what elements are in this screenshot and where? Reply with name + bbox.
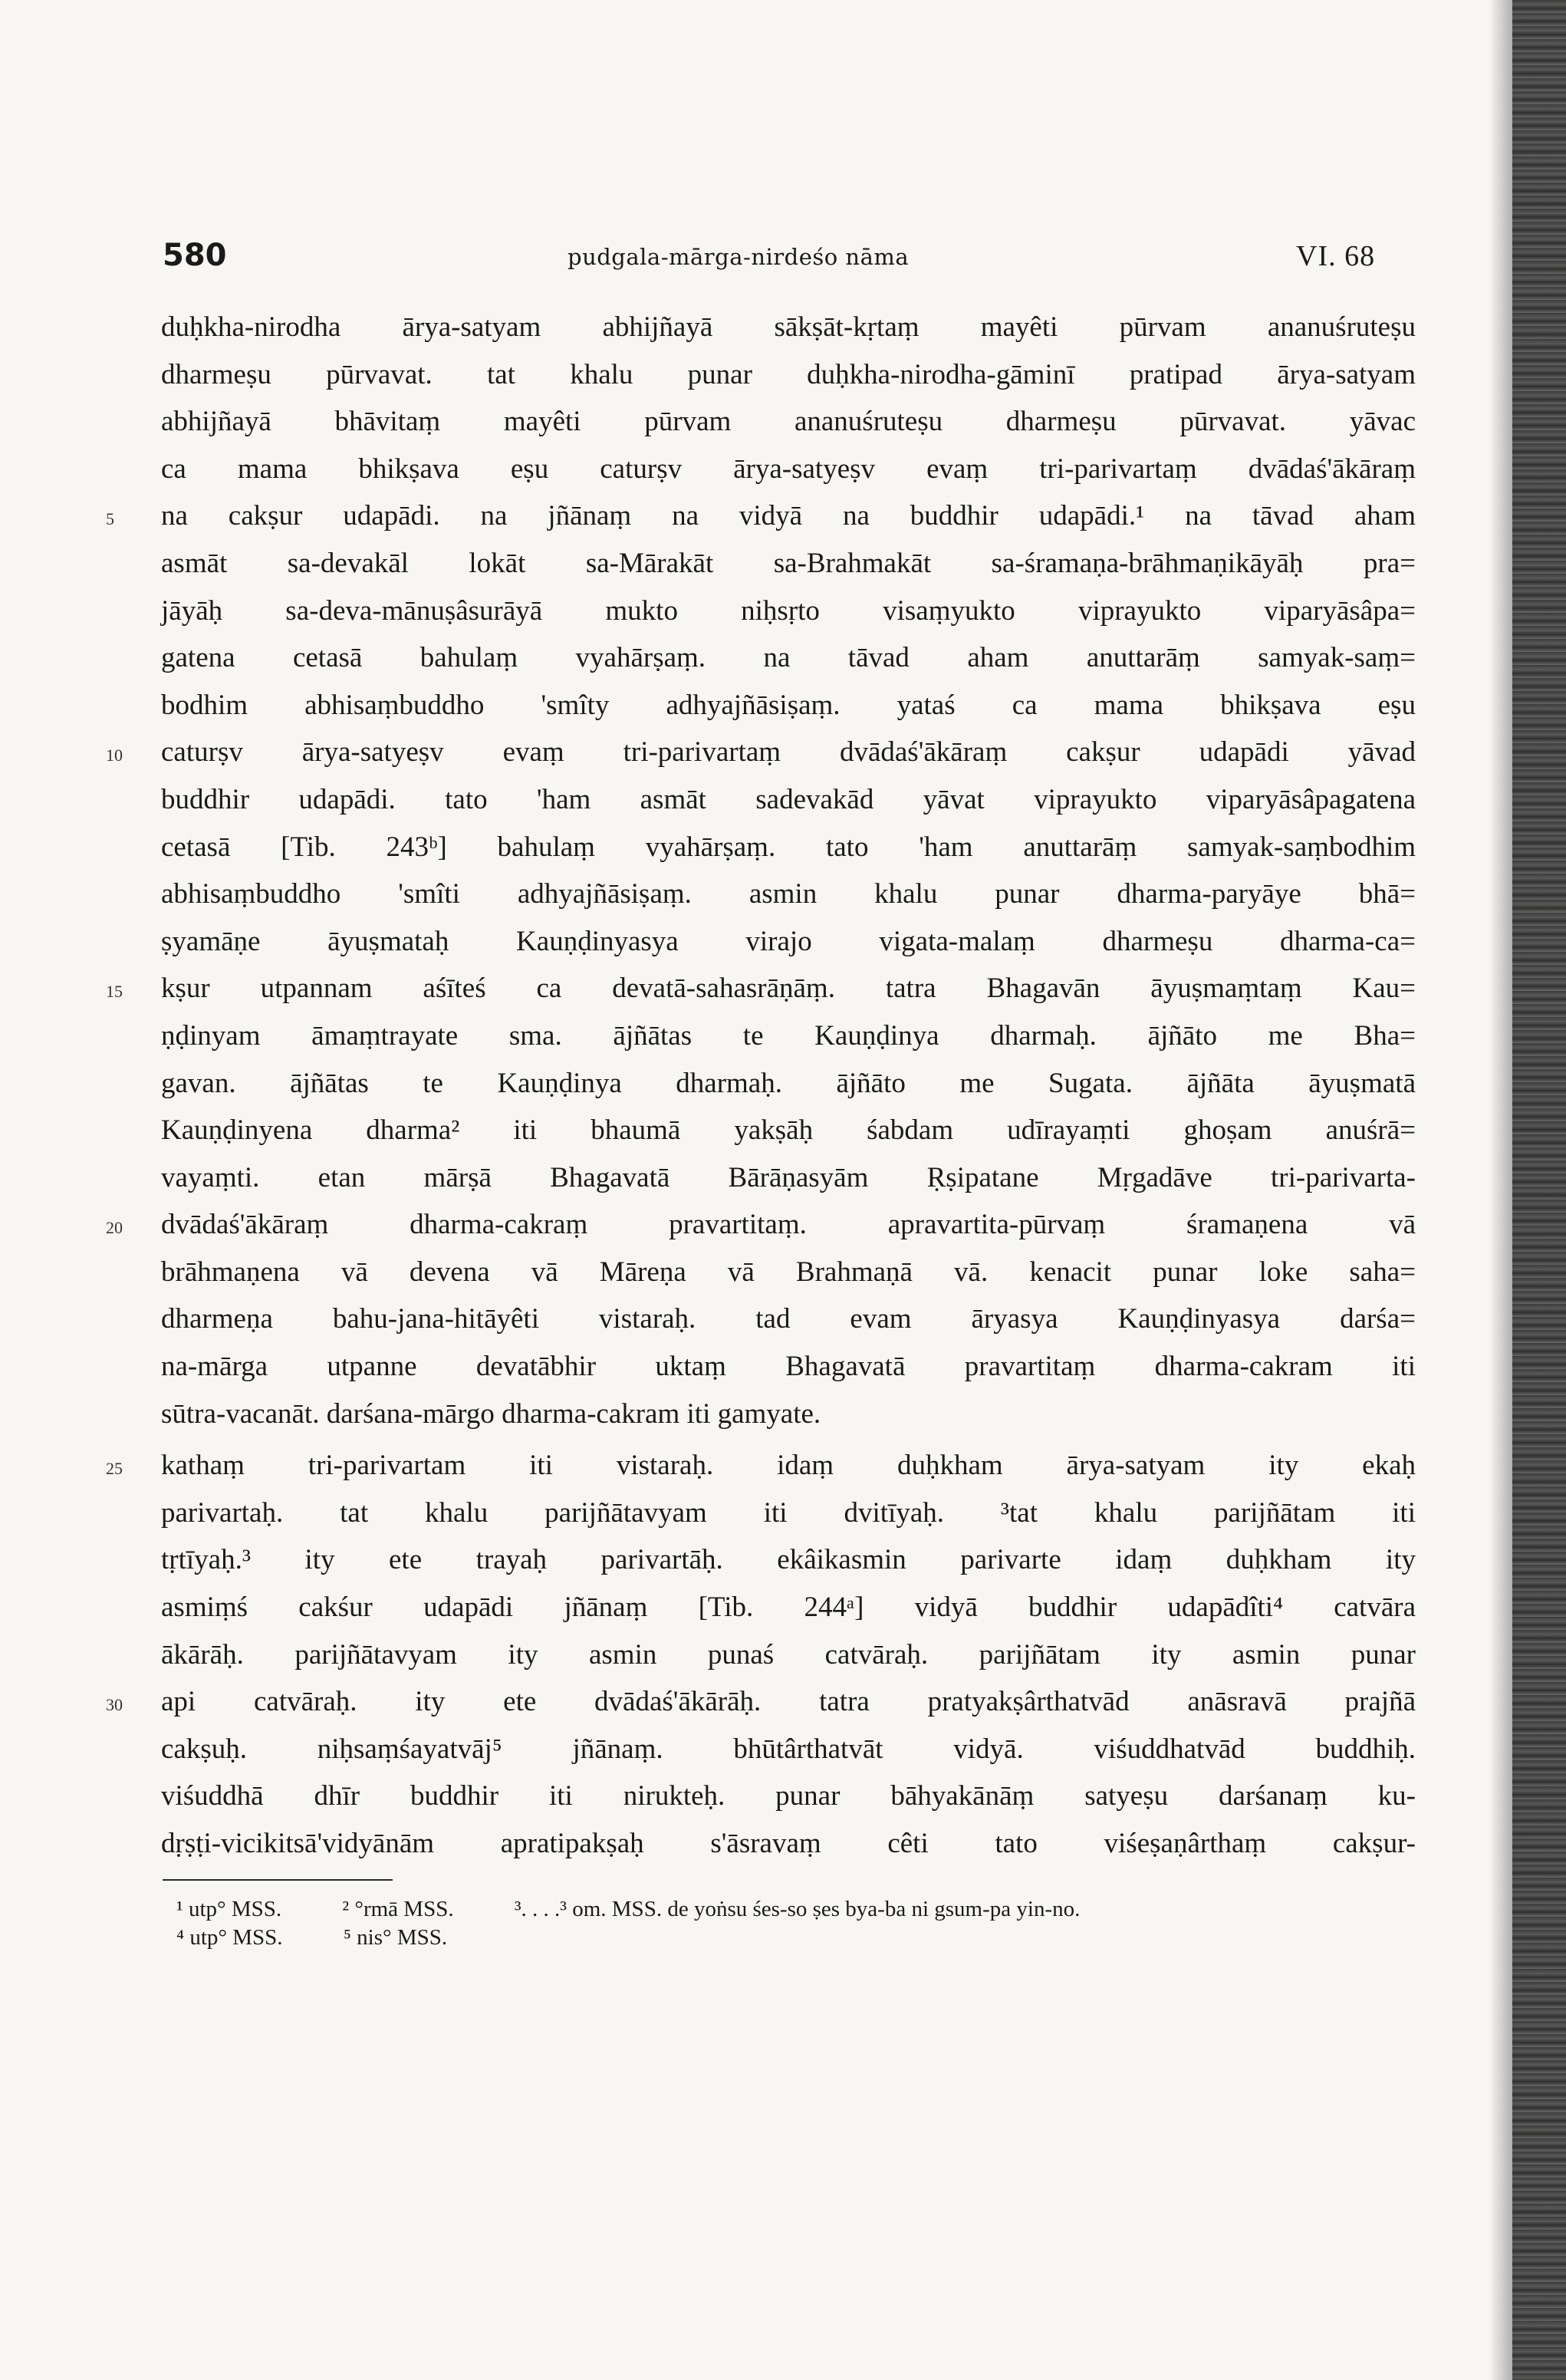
text-line [161, 304, 1416, 351]
line-text: brāhmaṇena vā devena vā Māreṇa vā Brahmaṇā vā. kenacit punar loke saha= [161, 1256, 1416, 1288]
main-text [106, 304, 1416, 1868]
text-line [161, 540, 1416, 588]
line-number: 5 [106, 509, 114, 529]
footnotes-row-1 [176, 1897, 1135, 1922]
line-text: viśuddhā dhīr buddhir iti nirukteḥ. punar bāhyakānāṃ satyeṣu darśanaṃ ku- [161, 1780, 1416, 1812]
line-number: 15 [106, 982, 123, 1002]
line-text: asmāt sa-devakāl lokāt sa-Mārakāt sa-Brahmakāt sa-śramaṇa-brāhmaṇikāyāḥ pra= [161, 547, 1416, 579]
line-text: sūtra-vacanāt. darśana-mārgo dharma-cakram iti gamyate. [161, 1397, 821, 1430]
line-text: gavan. ājñātas te Kauṇḍinya dharmaḥ. ājñāto me Sugata. ājñāta āyuṣmatā [161, 1067, 1416, 1099]
text-line [161, 1295, 1416, 1343]
line-text: na cakṣur udapādi. na jñānaṃ na vidyā na buddhir udapādi.¹ na tāvad aham [161, 500, 1416, 532]
line-number: 20 [106, 1218, 123, 1238]
line-number: 25 [106, 1459, 123, 1479]
text-line [106, 965, 1416, 1012]
line-text: vayaṃti. etan mārṣā Bhagavatā Bārāṇasyām Ṛṣipatane Mṛgadāve tri-parivarta- [161, 1161, 1416, 1193]
text-line [106, 729, 1416, 776]
text-line [161, 776, 1416, 824]
line-number: 10 [106, 746, 123, 765]
text-line [161, 1584, 1416, 1631]
text-line [161, 1107, 1416, 1154]
text-line [161, 1773, 1416, 1820]
line-text: abhisaṃbuddho 'smîti adhyajñāsiṣaṃ. asmin khalu punar dharma-paryāye bhā= [161, 878, 1416, 910]
text-line [161, 351, 1416, 399]
text-line [161, 1391, 1416, 1438]
line-text: caturṣv ārya-satyeṣv evaṃ tri-parivartaṃ dvādaś'ākāraṃ cakṣur udapādi yāvad [161, 736, 1416, 769]
text-line [161, 1490, 1416, 1537]
line-text: ṇḍinyam āmaṃtrayate sma. ājñātas te Kauṇḍinya dharmaḥ. ājñāto me Bha= [161, 1019, 1416, 1052]
text-line [161, 682, 1416, 729]
text-line [161, 1726, 1416, 1773]
text-line [161, 1012, 1416, 1060]
line-text: dharmeṇa bahu-jana-hitāyêti vistaraḥ. tad evam āryasya Kauṇḍinyasya darśa= [161, 1303, 1416, 1335]
line-text: abhijñayā bhāvitaṃ mayêti pūrvam ananuśruteṣu dharmeṣu pūrvavat. yāvac [161, 406, 1416, 438]
section-reference: VI. 68 [1296, 240, 1376, 272]
line-text: dṛṣṭi-vicikitsā'vidyānām apratipakṣaḥ s'āsravaṃ cêti tato viśeṣaṇârthaṃ cakṣur- [161, 1828, 1416, 1859]
line-text: kathaṃ tri-parivartam iti vistaraḥ. idaṃ duḥkham ārya-satyam ity ekaḥ [161, 1450, 1416, 1482]
line-text: cakṣuḥ. niḥsaṃśayatvāj⁵ jñānaṃ. bhūtârthatvāt vidyā. viśuddhatvād buddhiḥ. [161, 1733, 1416, 1765]
line-text: Kauṇḍinyena dharma² iti bhaumā yakṣāḥ śabdam udīrayaṃti ghoṣam anuśrā= [161, 1114, 1416, 1147]
line-text: parivartaḥ. tat khalu parijñātavyam iti dvitīyaḥ. ³tat khalu parijñātam iti [161, 1496, 1416, 1529]
line-text: ṣyamāṇe āyuṣmataḥ Kauṇḍinyasya virajo vigata-malaṃ dharmeṣu dharma-ca= [161, 925, 1416, 957]
text-line [161, 588, 1416, 635]
footnote-4: ⁴ utp° MSS. [176, 1925, 283, 1950]
line-text: na-mārga utpanne devatābhir uktaṃ Bhagavatā pravartitaṃ dharma-cakram iti [161, 1351, 1416, 1383]
line-text: dvādaś'ākāraṃ dharma-cakraṃ pravartitaṃ. apravartita-pūrvaṃ śramaṇena vā [161, 1209, 1416, 1241]
text-line [161, 1820, 1416, 1868]
text-line [161, 1060, 1416, 1108]
line-text: kṣur utpannam aśīteś ca devatā-sahasrāṇāṃ. tatra Bhagavān āyuṣmaṃtaṃ Kau= [161, 973, 1416, 1005]
text-line [161, 634, 1416, 682]
text-line [106, 1442, 1416, 1490]
text-line [161, 824, 1416, 871]
text-line [161, 1536, 1416, 1584]
line-text: buddhir udapādi. tato 'ham asmāt sadevakād yāvat viprayukto viparyāsâpagatena [161, 783, 1416, 815]
line-text: dharmeṣu pūrvavat. tat khalu punar duḥkha-nirodha-gāminī pratipad ārya-satyam [161, 358, 1416, 390]
running-title: pudgala-mārga-nirdeśo nāma [568, 244, 910, 270]
text-line [161, 918, 1416, 966]
line-text: gatena cetasā bahulaṃ vyahārṣaṃ. na tāvad aham anuttarāṃ samyak-saṃ= [161, 642, 1416, 674]
footnote-rule [163, 1879, 393, 1881]
footnote-5: ⁵ nis° MSS. [343, 1925, 448, 1950]
text-line [161, 1631, 1416, 1679]
text-line [161, 1343, 1416, 1391]
line-text: api catvāraḥ. ity ete dvādaś'ākārāḥ. tatra pratyakṣârthatvād anāsravā prajñā [161, 1686, 1416, 1718]
line-text: jāyāḥ sa-deva-mānuṣâsurāyā mukto niḥsṛto visaṃyukto viprayukto viparyāsâpa= [161, 594, 1416, 627]
line-text: ca mama bhikṣava eṣu caturṣv ārya-satyeṣv evaṃ tri-parivartaṃ dvādaś'ākāraṃ [161, 453, 1416, 485]
text-line [161, 446, 1416, 493]
text-line [161, 398, 1416, 446]
scan-shadow [1489, 0, 1512, 2380]
text-line [106, 1201, 1416, 1249]
scan-page-edge [1512, 0, 1566, 2380]
footnote-1: ¹ utp° MSS. [176, 1897, 282, 1921]
line-number: 30 [106, 1695, 123, 1715]
line-text: ākārāḥ. parijñātavyam ity asmin punaś catvāraḥ. parijñātam ity asmin punar [161, 1638, 1416, 1671]
text-line [106, 1678, 1416, 1726]
footnote-2: ² °rmā MSS. [342, 1897, 454, 1921]
line-text: bodhim abhisaṃbuddho 'smîty adhyajñāsiṣaṃ. yataś ca mama bhikṣava eṣu [161, 689, 1416, 721]
text-line [161, 1249, 1416, 1296]
footnotes-row-2 [176, 1925, 502, 1950]
running-header [0, 238, 1566, 284]
line-text: asmiṃś cakśur udapādi jñānaṃ [Tib. 244ᵃ] vidyā buddhir udapādîti⁴ catvāra [161, 1592, 1416, 1624]
line-text: tṛtīyaḥ.³ ity ete trayaḥ parivartāḥ. ekâikasmin parivarte idaṃ duḥkham ity [161, 1544, 1416, 1576]
footnote-3: ³. . . .³ om. MSS. de yoṅsu śes-so ṣes bya-ba ni gsum-pa yin-no. [514, 1897, 1081, 1921]
text-line [161, 1154, 1416, 1202]
line-text: cetasā [Tib. 243ᵇ] bahulaṃ vyahārṣaṃ. tato 'ham anuttarāṃ samyak-saṃbodhim [161, 831, 1416, 863]
text-line [106, 492, 1416, 540]
line-text: duḥkha-nirodha ārya-satyam abhijñayā sākṣāt-kṛtaṃ mayêti pūrvam ananuśruteṣu [161, 311, 1416, 343]
text-line [161, 871, 1416, 918]
page-number: 580 [163, 238, 227, 273]
